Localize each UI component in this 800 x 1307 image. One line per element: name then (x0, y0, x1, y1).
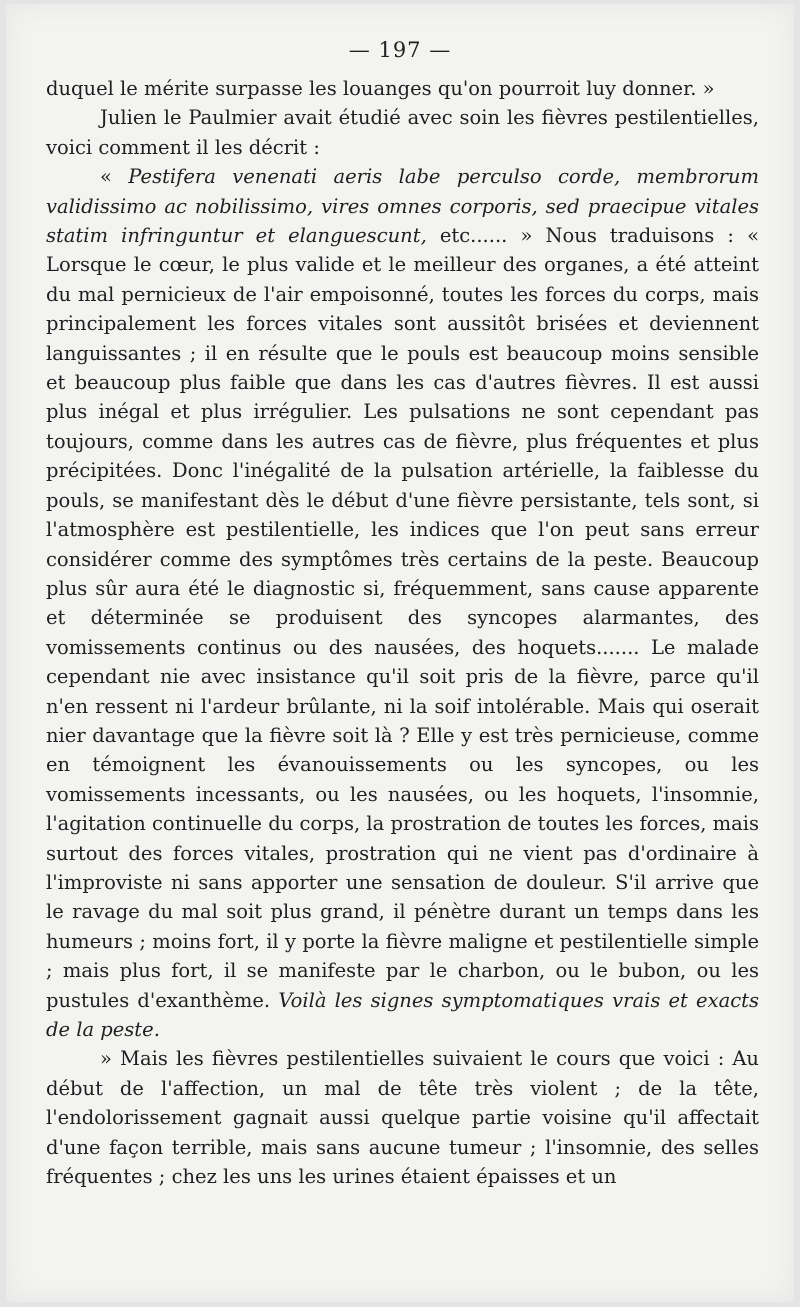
quote-open: « (100, 165, 129, 189)
page-body (46, 74, 759, 1191)
translation-text: etc...... » Nous traduisons : « Lorsque le cœur, le plus valide et le meilleur des organes, a été atteint du mal pernicieux de l'air empoisonné, toutes les forces du corps, mais principalement les forces vitales sont aussitôt brisées et deviennent languissantes ; il en résulte que le pouls est beaucoup moins sensible et beaucoup plus faible que dans les cas d'autres fièvres. Il est aussi plus inégal et plus irrégulier. Les pulsations ne sont cependant pas toujours, comme dans les autres cas de fièvre, plus fréquentes et plus précipitées. Donc l'inégalité de la pulsation artérielle, la faiblesse du pouls, se manifestant dès le début d'une fièvre persistante, tels sont, si l'atmosphère est pestilentielle, les indices que l'on peut sans erreur considérer comme des symptômes très certains de la peste. Beaucoup plus sûr aura été le diagnostic si, fréquemment, sans cause apparente et déterminée se produisent des syncopes alarmantes, des vomissements continus ou des nausées, des hoquets....... Le malade cependant nie avec insistance qu'il soit pris de la fièvre, parce qu'il n'en ressent ni l'ardeur brûlante, ni la soif intolérable. Mais qui oserait nier davantage que la fièvre soit là ? Elle y est très pernicieuse, comme en témoignent les évanouissements ou les syncopes, ou les vomissements incessants, ou les nausées, ou les hoquets, l'insomnie, l'agitation continuelle du corps, la prostration de toutes les forces, mais surtout des forces vitales, prostration qui ne vient pas d'ordinaire à l'improviste ni sans apporter une sensation de douleur. S'il arrive que le ravage du mal soit plus grand, il pénètre durant un temps dans les humeurs ; moins fort, il y porte la fièvre maligne et pestilentielle simple ; mais plus fort, il se manifeste par le charbon, ou le bubon, ou les pustules d'exanthème. (46, 224, 759, 1012)
paragraph-2: Julien le Paulmier avait étudié avec soin les fièvres pestilentielles, voici comment il les décrit : (46, 106, 759, 159)
book-page (6, 4, 794, 1302)
paragraph-1: duquel le mérite surpasse les louanges qu'on pourroit luy donner. » (46, 77, 715, 100)
latin-quote: Pestifera venenati aeris labe perculso corde, membrorum validissimo ac nobilissimo, vires omnes corporis, sed praecipue vitales statim infringuntur et elanguescunt, (46, 165, 759, 248)
paragraph-3 (46, 162, 759, 1044)
italic-conclusion: Voilà les signes symptomatiques vrais et exacts de la peste. (46, 988, 759, 1041)
page-number: — 197 — (348, 38, 452, 62)
paragraph-4: » Mais les fièvres pestilentielles suivaient le cours que voici : Au début de l'affection, un mal de tête très violent ; de la tête, l'endolorissement gagnait aussi quelque partie voisine qu'il affectait d'une façon terrible, mais sans aucune tumeur ; l'insomnie, des selles fréquentes ; chez les uns les urines étaient épaisses et un (46, 1047, 759, 1189)
